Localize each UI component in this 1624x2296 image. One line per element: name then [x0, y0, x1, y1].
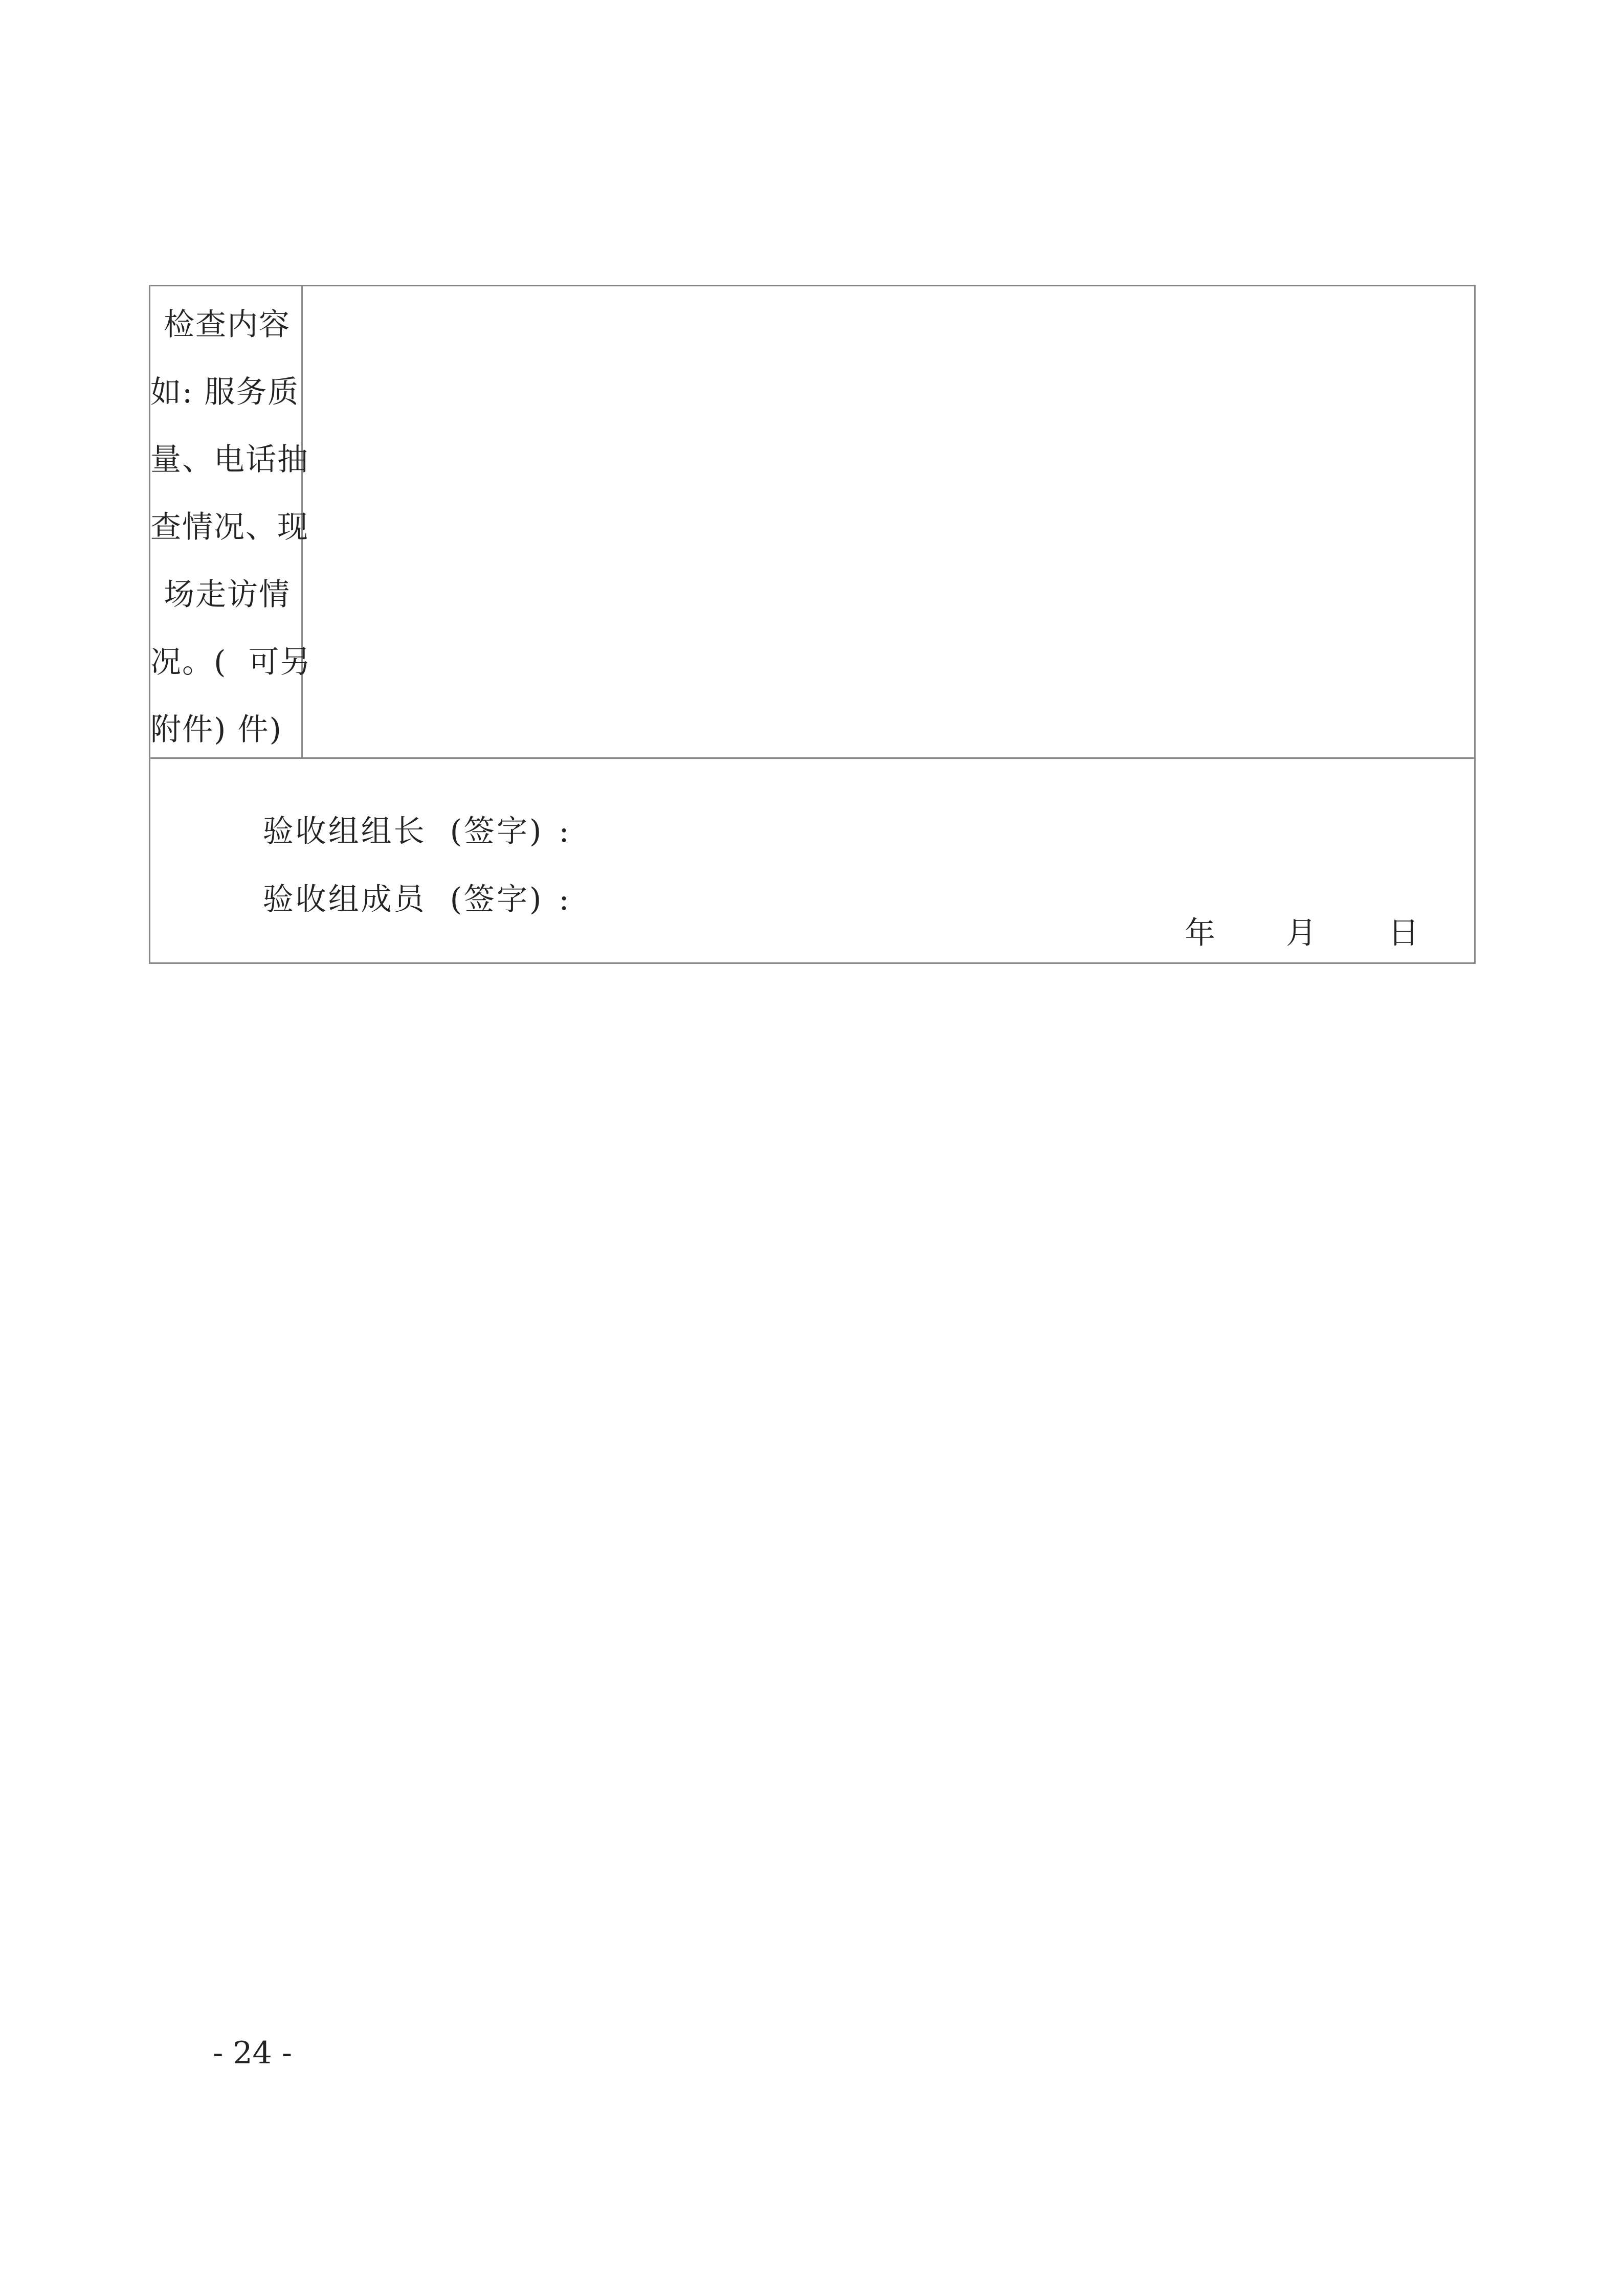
inspection-label-line: 况。( 可另: [150, 644, 312, 680]
inspection-label-cell: [150, 286, 312, 757]
inspection-label-line: 查情况、现: [150, 509, 309, 545]
inspection-content-row: [150, 286, 1474, 759]
inspection-label-line: 场走访情: [164, 577, 291, 613]
signature-row: [150, 759, 1474, 962]
inspection-label-line: 附件) 件): [150, 712, 282, 748]
page-number: - 24 -: [213, 2035, 293, 2071]
signature-colon: :: [559, 814, 571, 849]
date-month-label: 月: [1286, 915, 1317, 951]
inspection-label-line: 如: 服务质: [150, 374, 300, 410]
member-signature-line: [168, 846, 571, 953]
date-year-label: 年: [1185, 915, 1215, 951]
date-day-label: 日: [1388, 915, 1419, 951]
signature-note: (签字): [450, 814, 544, 849]
signature-note: (签字): [450, 882, 544, 917]
leader-signature-label: 验收组组长: [262, 814, 427, 849]
inspection-label-line: 检查内容: [164, 307, 291, 343]
acceptance-form-table: [149, 285, 1476, 964]
member-signature-label: 验收组成员: [262, 882, 427, 917]
inspection-label-line: 量、电话抽: [150, 442, 309, 478]
inspection-content-cell[interactable]: [303, 286, 1474, 757]
signature-colon: :: [559, 882, 571, 917]
